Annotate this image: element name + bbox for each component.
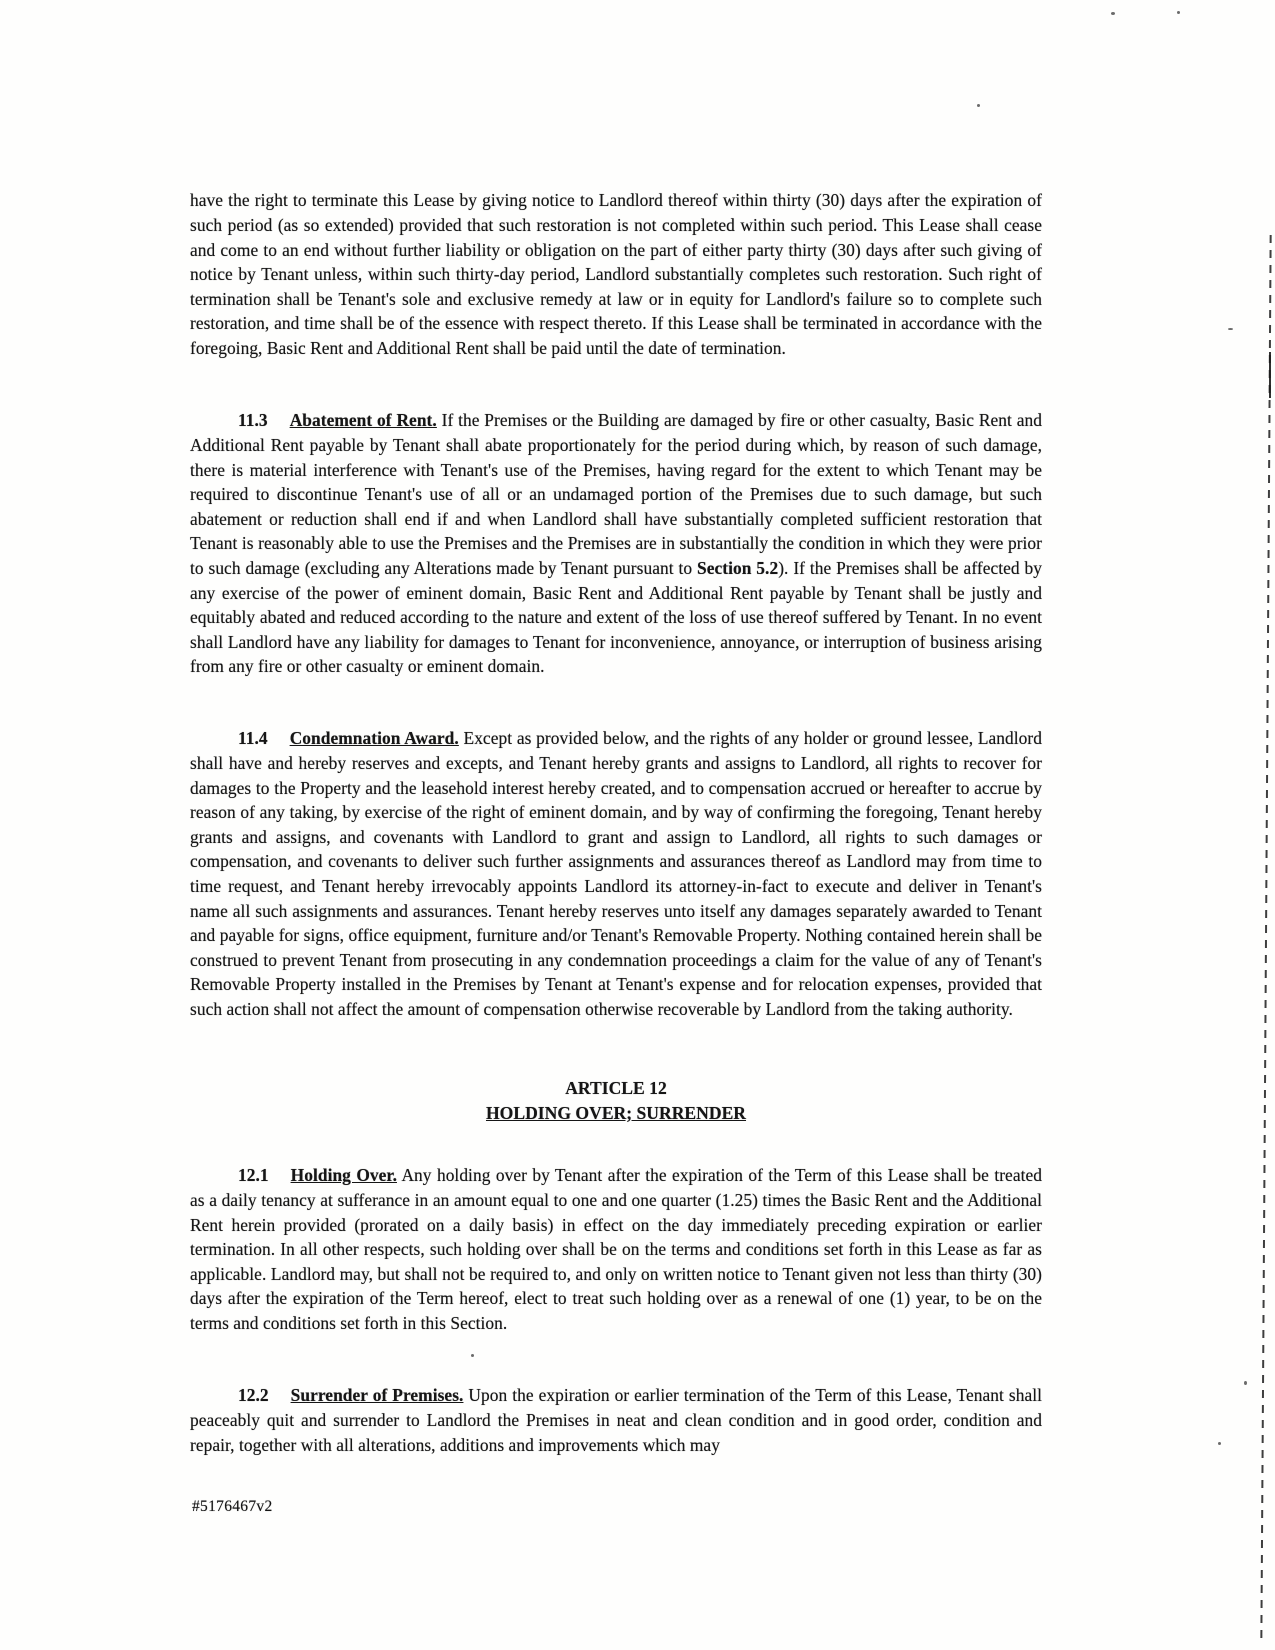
section-heading: Surrender of Premises. — [290, 1385, 464, 1406]
section-number: 12.1 — [238, 1165, 269, 1186]
section-12-2 — [190, 1383, 1042, 1457]
section-heading: Condemnation Award. — [289, 728, 459, 749]
section-number: 11.4 — [238, 728, 268, 749]
section-body-text: Except as provided below, and the rights of any holder or ground lessee, Landlord shall have and hereby reserves and excepts, and Tenant hereby grants and assigns to Landlord, all rights to recover for damages to the Property and the leasehold interest hereby created, and to compensation accrued or hereafter to accrue by reason of any taking, by exercise of the right of eminent domain, and by way of confirming the foregoing, Tenant hereby grants and assigns, and covenants with Landlord to grant and assign to Landlord, all rights to such damages or compensation, and covenants to deliver such further assignments and assurances thereof as Landlord may from time to time request, and Tenant hereby irrevocably appoints Landlord its attorney-in-fact to execute and deliver in Tenant's name all such assignments and assurances. Tenant hereby reserves unto itself any damages separately awarded to Tenant and payable for signs, office equipment, furniture and/or Tenant's Removable Property. Nothing contained herein shall be construed to prevent Tenant from prosecuting in any condemnation proceedings a claim for the value of any of Tenant's Removable Property installed in the Premises by Tenant at Tenant's expense and for relocation expenses, provided that such action shall not affect the amount of compensation otherwise recoverable by Landlord from the taking authority. — [190, 728, 1042, 1019]
section-11-4 — [190, 726, 1042, 1021]
continuation-paragraph-text: have the right to terminate this Lease by giving notice to Landlord thereof within thirty (30) days after the expiration of such period (as so extended) provided that such restoration is not completed within such period. This Lease shall cease and come to an end without further liability or obligation on the part of either party thirty (30) days after such giving of notice by Tenant unless, within such thirty-day period, Landlord substantially completes such restoration. Such right of termination shall be Tenant's sole and exclusive remedy at law or in equity for Landlord's failure so to complete such restoration, and time shall be of the essence with respect thereto. If this Lease shall be terminated in accordance with the foregoing, Basic Rent and Additional Rent shall be paid until the date of termination. — [190, 190, 1042, 358]
scan-speck — [1244, 1381, 1247, 1385]
section-heading: Abatement of Rent. — [289, 410, 437, 431]
section-body-text: Any holding over by Tenant after the expiration of the Term of this Lease shall be treated as a daily tenancy at sufferance in an amount equal to one and one quarter (1.25) times the Basic Rent and the Additional Rent herein provided (prorated on a daily basis) in effect on the day immediately preceding expiration or earlier termination. In all other respects, such holding over shall be on the terms and conditions set forth in this Lease as far as applicable. Landlord may, but shall not be required to, and only on written notice to Tenant given not less than thirty (30) days after the expiration of the Term hereof, elect to treat such holding over as a renewal of one (1) year, to be on the terms and conditions set forth in this Section. — [190, 1165, 1042, 1333]
document-number-footer: #5176467v2 — [192, 1498, 273, 1515]
right-edge-scan-artifact-segment — [1269, 352, 1271, 398]
section-number: 12.2 — [238, 1385, 269, 1406]
right-edge-scan-artifact-line — [1260, 235, 1271, 1640]
section-cross-reference: Section 5.2 — [696, 557, 779, 578]
section-11-3 — [190, 408, 1042, 679]
section-body-text: ). If the Premises shall be affected by any exercise of the power of eminent domain, Basic Rent and Additional Rent payable by Tenant shall be justly and equitably abated and reduced according to the nature and extent of the loss of use thereof suffered by Tenant. In no event shall Landlord have any liability for damages to Tenant for inconvenience, annoyance, or interruption of business arising from any fire or other casualty or eminent domain. — [190, 557, 1042, 677]
section-number: 11.3 — [238, 410, 268, 431]
scan-speck — [977, 104, 980, 107]
scan-speck — [471, 1354, 474, 1357]
section-body-text: Upon the expiration or earlier termination of the Term of this Lease, Tenant shall peaceably quit and surrender to Landlord the Premises in neat and clean condition and in good order, condition and repair, together with all alterations, additions and improvements which may — [190, 1385, 1042, 1455]
scan-speck — [1111, 12, 1115, 15]
article-number-line: ARTICLE 12 — [565, 1078, 667, 1098]
article-title-line: HOLDING OVER; SURRENDER — [485, 1103, 747, 1123]
scan-speck — [1218, 1442, 1221, 1445]
scan-speck — [1177, 11, 1180, 14]
continuation-paragraph — [190, 188, 1042, 360]
section-heading: Holding Over. — [290, 1165, 397, 1186]
section-body-text: If the Premises or the Building are damaged by fire or other casualty, Basic Rent and Additional Rent payable by Tenant shall abate proportionately for the period during which, by reason of such damage, there is material interference with Tenant's use of the Premises, having regard for the extent to which Tenant may be required to discontinue Tenant's use of all or an undamaged portion of the Premises due to such damage, but such abatement or reduction shall end if and when Landlord shall have substantially completed sufficient restoration that Tenant is reasonably able to use the Premises and the Premises are in substantially the condition in which they were prior to such damage (excluding any Alterations made by Tenant pursuant to — [190, 410, 1042, 578]
section-12-1 — [190, 1163, 1042, 1335]
scan-speck — [1228, 328, 1233, 330]
article-12-heading — [190, 1076, 1042, 1126]
